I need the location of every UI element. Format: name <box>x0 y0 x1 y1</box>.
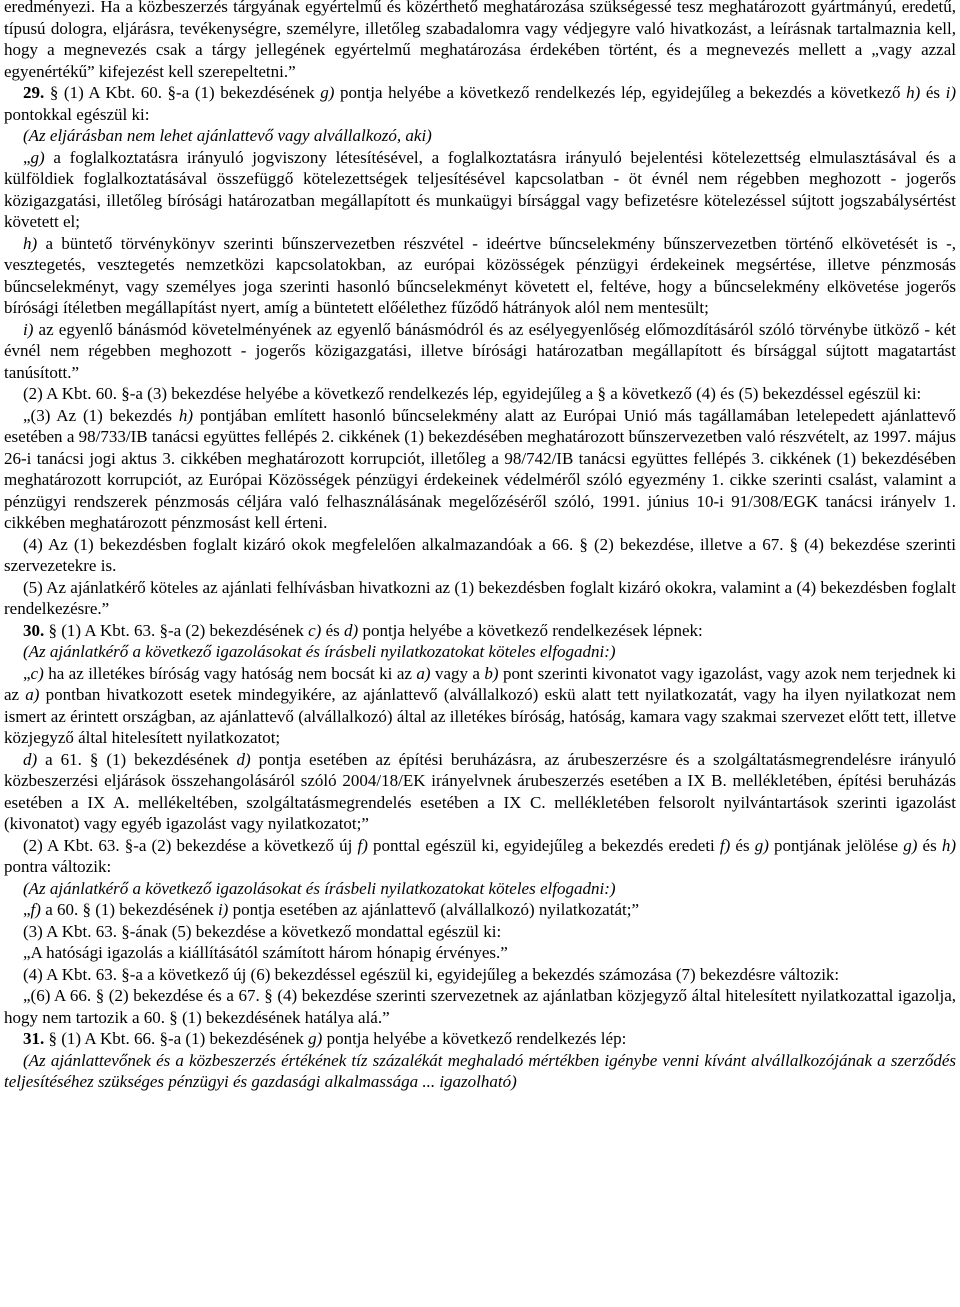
italic-text: d) <box>344 620 359 640</box>
text-run: (5) Az ajánlatkérő köteles az ajánlati felhívásban hivatkozni az (1) bekezdésben foglalt kizáró okokra, valamint a (4) bekezdésben foglalt rendelkezésre.” <box>4 577 956 618</box>
italic-text: g) <box>30 147 45 167</box>
italic-text: d) <box>236 749 251 769</box>
paragraph <box>4 835 956 878</box>
text-run: ha az illetékes bíróság vagy hatóság nem bocsát ki az <box>43 663 417 683</box>
text-run: „ <box>23 147 31 167</box>
text-run: (2) A Kbt. 60. §-a (3) bekezdése helyébe a következő rendelkezés lép, egyidejűleg a § a következő (4) és (5) bekezdéssel egészül ki: <box>23 384 922 403</box>
italic-text: h) <box>906 83 921 102</box>
text-run: pontja helyébe a következő rendelkezés lép: <box>322 1029 627 1048</box>
italic-text: a) <box>416 663 431 683</box>
text-run: a foglalkoztatásra irányuló jogviszony létesítésével, a foglalkoztatásra irányuló bejelentési kötelezettség elmulasztásával és a külföldiek foglalkoztatásával összefüggő kötelezettségek teljesítésével kapcsolatban - öt évnél nem régebben meghozott - jogerős közigazgatási, illetőleg bírósági határozatban megállapított és munkaügyi bírsággal vagy befizetésre kötelezéssel sújtott jogszabálysértést követett el; <box>4 147 956 231</box>
text-run: pontjában említett hasonló bűncselekmény alatt az Európai Unió más tagállamában letelepedett ajánlattevő esetében a 98/733/IB tanácsi együttes fellépés 2. cikkének (1) bekezdésében meghatározott bűnszervezetben való részvételt, az 1997. május 26-i tanácsi jogi aktus 3. cikkében meghatározott korrupciót, illetőleg a 98/742/IB tanácsi együttes fellépés 3. cikkének (1) bekezdésében meghatározott korrupciót, az Európai Közösségek pénzügyi érdekeinek védelméről szóló egyezmény 1. cikke szerinti csalást, valamint a pénzügyi rendszerek pénzmosás céljára való felhasználásának megelőzéséről szóló, 1991. június 10-i 91/308/EGK tanácsi irányelv 1. cikkében meghatározott pénzmosást kell érteni. <box>4 405 957 532</box>
text-run: ponttal egészül ki, egyidejűleg a bekezdés eredeti <box>367 835 720 855</box>
italic-text: h) <box>178 405 193 425</box>
paragraph <box>4 749 956 835</box>
italic-text: a) <box>25 685 40 704</box>
paragraph <box>4 82 956 125</box>
italic-text: (Az ajánlatkérő a következő igazolásokat és írásbeli nyilatkozatokat köteles elfogadni:) <box>23 642 616 661</box>
text-run: pontokkal egészül ki: <box>4 104 150 124</box>
paragraph <box>4 942 956 964</box>
italic-text: f) <box>357 835 368 855</box>
paragraph <box>4 125 956 147</box>
text-run: pontra változik: <box>4 857 112 876</box>
paragraph <box>4 383 956 405</box>
italic-text: g) <box>754 835 769 855</box>
paragraph <box>4 899 956 921</box>
text-run: pontja esetében az ajánlattevő (alvállalkozó) nyilatkozatát;” <box>228 900 639 919</box>
paragraph <box>4 921 956 943</box>
text-run: a büntető törvénykönyv szerinti bűnszervezetben részvétel - ideértve bűncselekmény bűnszervezetben történő elkövetését is -, vesztegetés, vesztegetés nemzetközi kapcsolatokban, az európai közösségek pénzügyi érdekeinek megsértése, illetve pénzmosás bűncselekményt, vagy személyes joga szerinti hasonló bűncselekményt követett el, feltéve, hogy a bűncselekmény elkövetése jogerős bírósági ítéletben megállapítást nyert, amíg a büntetett előélethez fűződő hátrányok alól nem mentesült; <box>4 233 956 317</box>
text-run: „ <box>23 663 31 683</box>
text-run: és <box>917 835 942 855</box>
text-run: § (1) A Kbt. 60. §-a (1) bekezdésének <box>44 83 321 102</box>
text-run: pont szerinti kivonatot vagy igazolást, vagy azok nem terjednek ki az <box>4 663 956 704</box>
paragraph <box>4 534 956 577</box>
text-run: (4) A Kbt. 63. §-a a következő új (6) bekezdéssel egészül ki, egyidejűleg a bekezdés számozása (7) bekezdésre változik: <box>23 964 840 984</box>
text-run: § (1) A Kbt. 66. §-a (1) bekezdésének <box>44 1029 309 1048</box>
paragraph <box>4 405 956 534</box>
italic-text: g) <box>320 83 335 102</box>
text-run: „ <box>23 900 31 919</box>
italic-text: g) <box>903 835 918 855</box>
paragraph <box>4 620 956 642</box>
text-run: pontja helyébe a következő rendelkezések lépnek: <box>358 620 703 640</box>
italic-text: h) <box>941 835 956 855</box>
text-run: (3) A Kbt. 63. §-ának (5) bekezdése a következő mondattal egészül ki: <box>23 921 502 941</box>
italic-text: i) <box>945 83 956 102</box>
italic-text: g) <box>308 1029 323 1048</box>
paragraph <box>4 0 956 82</box>
paragraph <box>4 964 956 986</box>
italic-text: h) <box>23 233 38 253</box>
text-run: „(6) A 66. § (2) bekezdése és a 67. § (4) bekezdése szerinti szervezetnek az ajánlatban közjegyző által hitelesített nyilatkozattal igazolja, hogy nem tartozik a 60. § (1) bekezdésének hatálya alá.” <box>4 986 956 1027</box>
italic-text: (Az ajánlattevőnek és a közbeszerzés értékének tíz százalékát meghaladó mértékben igénybe venni kívánt alvállalkozójának a szerződés teljesítéséhez szükséges pénzügyi és gazdasági alkalmassága ... igazolható) <box>4 1050 956 1091</box>
text-run: pontja esetében az építési beruházásra, az árubeszerzésre és a szolgáltatásmegrendelésre irányuló közbeszerzési eljárások összehangolásáról szóló 2004/18/EK irányelvnek árubeszerzés esetében a IX B. mellékletében, építési beruházás esetében a IX A. mellékeltében, szolgáltatásmegrendelés esetében a IX C. mellékletében felsorolt nyilvántartások szerinti igazolást (kivonatot) vagy egyéb igazolást vagy nyilatkozatot;” <box>4 749 956 833</box>
text-run: „(3) Az (1) bekezdés <box>23 405 179 425</box>
paragraph <box>4 878 956 900</box>
section-number: 29. <box>23 83 45 102</box>
text-run: pontja helyébe a következő rendelkezés lép, egyidejűleg a bekezdés a következő <box>334 83 907 102</box>
italic-text: d) <box>23 749 38 769</box>
text-run: „A hatósági igazolás a kiállításától számított három hónapig érvényes.” <box>23 943 508 962</box>
paragraph <box>4 641 956 663</box>
italic-text: i) <box>23 319 34 339</box>
text-run: és <box>920 83 946 102</box>
section-number: 30. <box>23 620 45 640</box>
text-run: az egyenlő bánásmód követelményének az egyenlő bánásmódról és az esélyegyenlőség előmozdításáról szóló törvénybe ütköző - két évnél nem régebben meghozott - jogerős közigazgatási, illetve bírósági határozatban megállapított és bírsággal sújtott magatartást tanúsított.” <box>4 319 956 382</box>
text-run: a 61. § (1) bekezdésének <box>37 749 237 769</box>
italic-text: (Az ajánlatkérő a következő igazolásokat és írásbeli nyilatkozatokat köteles elfogadni:) <box>23 878 616 898</box>
text-run: pontban hivatkozott esetek mindegyikére, az ajánlattevő (alvállalkozó) eskü alatt tett nyilatkozatát, vagy ha ilyen nyilatkozat nem ismert az érintett országban, az ajánlattevő (alvállalkozó) által az illetékes bíróság, hatóság, kamara vagy szakmai szervezet előtt tett, illetve közjegyző által hitelesített nyilatkozatot; <box>4 685 956 747</box>
italic-text: (Az eljárásban nem lehet ajánlattevő vagy alvállalkozó, aki) <box>23 126 432 145</box>
text-run: (2) A Kbt. 63. §-a (2) bekezdése a következő új <box>23 835 358 855</box>
paragraph <box>4 1050 956 1093</box>
paragraph <box>4 577 956 620</box>
italic-text: b) <box>484 663 499 683</box>
paragraph <box>4 319 956 384</box>
italic-text: f) <box>30 900 41 919</box>
paragraph <box>4 147 956 233</box>
italic-text: i) <box>217 900 229 919</box>
italic-text: c) <box>30 663 44 683</box>
text-run: eredményezi. Ha a közbeszerzés tárgyának egyértelmű és közérthető meghatározása szükségessé tesz meghatározott gyártmányú, eredetű, típusú dologra, eljárásra, tevékenységre, személyre, illetőleg szabadalomra vagy védjegyre való hivatkozást, a leírásnak tartalmaznia kell, hogy a megnevezés csak a tárgy jellegének egyértelmű meghatározása érdekében történt, és a megnevezés mellett a „vagy azzal egyenértékű” kifejezést kell szerepeltetni.” <box>4 0 956 81</box>
text-run: és <box>321 620 345 640</box>
paragraph <box>4 663 956 749</box>
text-run: (4) Az (1) bekezdésben foglalt kizáró okok megfelelően alkalmazandóak a 66. § (2) bekezdése, illetve a 67. § (4) bekezdése szerinti szervezetekre is. <box>4 534 956 575</box>
paragraph <box>4 233 956 319</box>
text-run: vagy a <box>430 663 485 683</box>
italic-text: f) <box>719 835 731 855</box>
paragraph <box>4 985 956 1028</box>
text-run: a 60. § (1) bekezdésének <box>40 900 218 919</box>
italic-text: c) <box>308 620 322 640</box>
text-run: § (1) A Kbt. 63. §-a (2) bekezdésének <box>44 620 309 640</box>
text-run: pontjának jelölése <box>768 835 904 855</box>
text-run: és <box>730 835 755 855</box>
section-number: 31. <box>23 1029 45 1048</box>
paragraph <box>4 1028 956 1050</box>
